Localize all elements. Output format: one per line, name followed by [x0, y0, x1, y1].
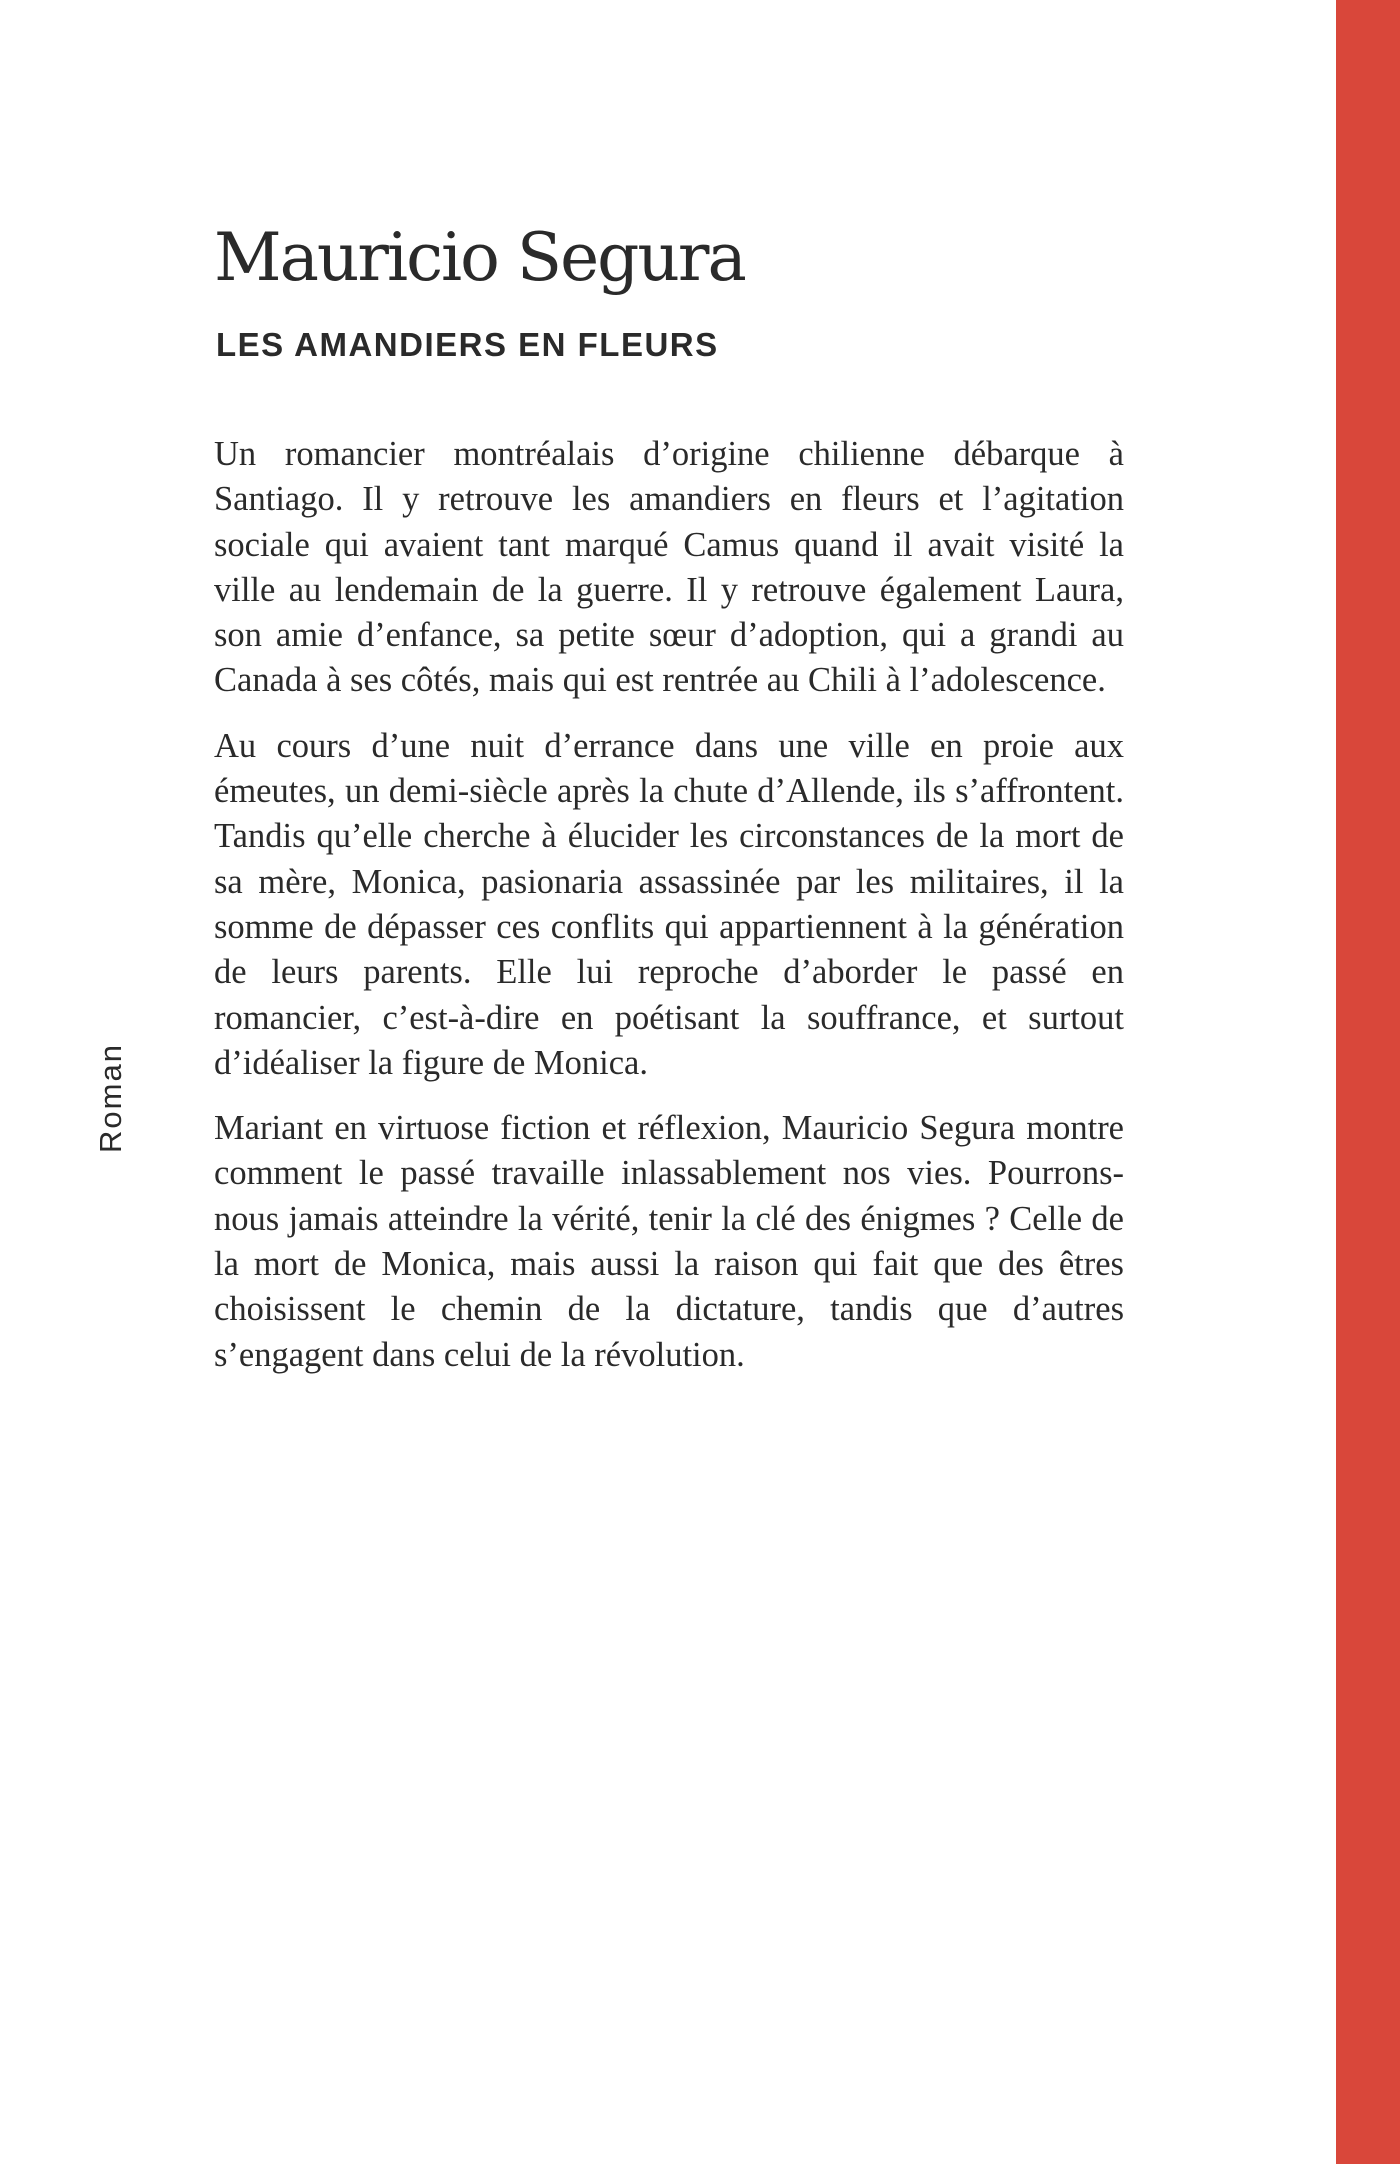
summary-paragraph: Un romancier montréalais d’origine chilienne débarque à Santiago. Il y retrouve les amandiers en fleurs et l’agitation sociale qui avaient tant marqué Camus quand il avait visité la ville au lendemain de la guerre. Il y retrouve également Laura, son amie d’enfance, sa petite sœur d’adoption, qui a grandi au Canada à ses côtés, mais qui est rentrée au Chili à l’adolescence. — [214, 435, 1124, 700]
summary-paragraph: Au cours d’une nuit d’errance dans une ville en proie aux émeutes, un demi-siècle après la chute d’Allende, ils s’affrontent. Tandis qu’elle cherche à élucider les circonstances de la mort de sa mère, Monica, pasionaria assassinée par les militaires, il la somme de dépasser ces conflits qui appartiennent à la génération de leurs parents. Elle lui reproche d’aborder le passé en romancier, c’est-à-dire en poétisant la souffrance, et surtout d’idéaliser la figure de Monica. — [214, 726, 1124, 1082]
genre-label: Roman — [93, 1043, 128, 1153]
red-side-band — [1336, 0, 1400, 2164]
back-cover-summary — [214, 432, 1124, 1398]
author-name: Mauricio Segura — [214, 219, 745, 296]
book-title: LES AMANDIERS EN FLEURS — [216, 326, 719, 363]
summary-paragraph: Mariant en virtuose fiction et réflexion, Mauricio Segura montre comment le passé travaille inlassablement nos vies. Pourrons-nous jamais atteindre la vérité, tenir la clé des énigmes ? Celle de la mort de Monica, mais aussi la raison qui fait que des êtres choisissent le chemin de la dictature, tandis que d’autres s’engagent dans celui de la révolution. — [214, 1109, 1124, 1374]
